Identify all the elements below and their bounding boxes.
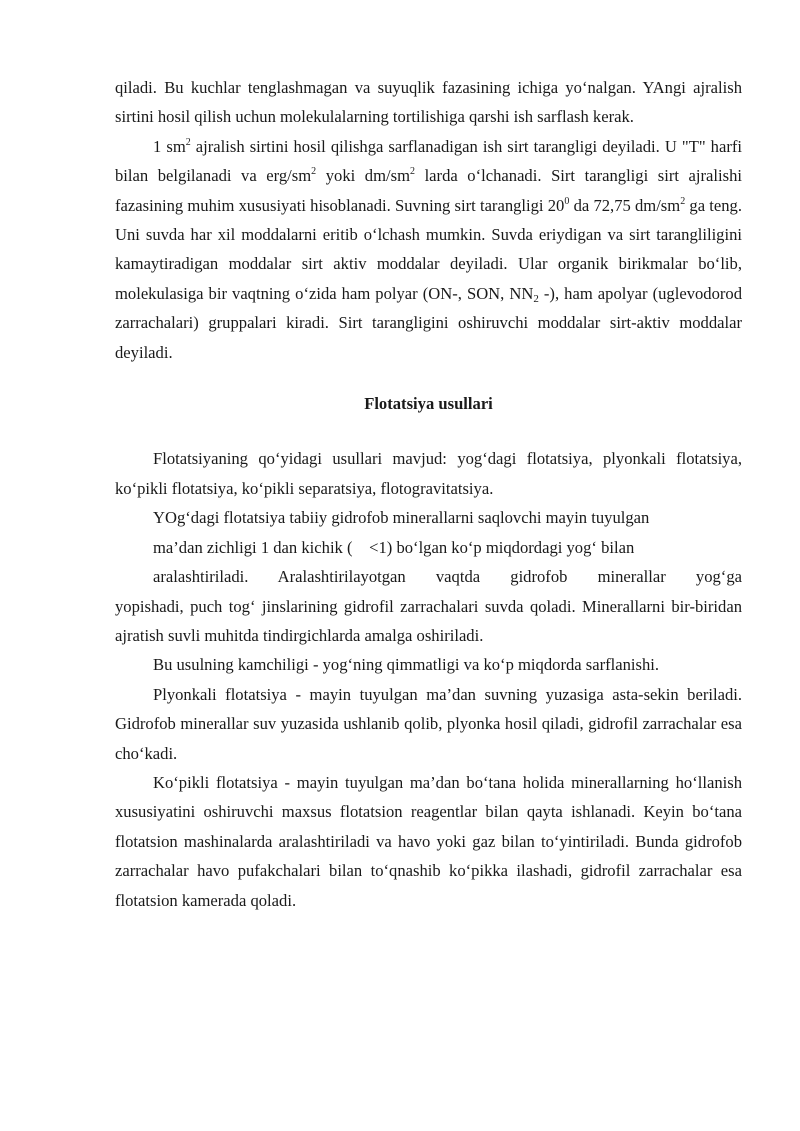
superscript: 2 bbox=[410, 166, 415, 178]
superscript: 2 bbox=[185, 136, 191, 148]
text-run: -), ham apolyar (uglevodorod zarrachalari) gruppalari kiradi. Sirt tarangligini oshiruvchi moddalar sirt-aktiv moddalar deyiladi. bbox=[115, 283, 742, 362]
paragraph-surface-tension bbox=[115, 132, 742, 367]
paragraph-froth-flotation: Ko‘pikli flotatsiya - mayin tuyulgan ma’dan bo‘tana holida minerallarning ho‘llanish xususiyatini oshiruvchi maxsus flotatsion reagentlar bilan qayta ishlanadi. Keyin bo‘tana flotatsion mashinalarda aralashtiriladi va havo yoki gaz bilan to‘yintiriladi. Bunda gidrofob zarrachalar havo pufakchalari bilan to‘qnashib ko‘pikka ilashadi, gidrofil zarrachalar esa flotatsion kamerada qoladi. bbox=[115, 772, 742, 910]
document-page bbox=[115, 73, 742, 915]
text-run: larda o‘lchanadi. Sirt tarangligi sirt ajralishi fazasining muhim xususiyati hisoblanadi. Suvning sirt tarangligi 20 bbox=[115, 166, 743, 215]
paragraph-methods: Flotatsiyaning qo‘yidagi usullari mavjud: yog‘dagi flotatsiya, plyonkali flotatsiya, ko‘pikli flotatsiya, ko‘pikli separatsiya, flotogravitatsiya. bbox=[115, 449, 742, 498]
paragraph-oil-flotation-line1: YOg‘dagi flotatsiya tabiiy gidrofob minerallarni saqlovchi mayin tuyulgan bbox=[153, 508, 650, 528]
superscript: 2 bbox=[311, 166, 317, 178]
text-run: ajralish sirtini hosil qilishga sarflanadigan ish sirt tarangligi deyiladi. U "T" harfi bilan belgilanadi va erg/sm bbox=[115, 136, 742, 186]
text-run: ga teng. Uni suvda har xil moddalarni eritib o‘lchash mumkin. Suvda eriydigan va sirt tarangliligini kamaytiradigan moddalar sirt aktiv moddalar deyiladi. Ular organik birikmalar bo‘lib, molekulasiga bir vaqtning o‘zida ham polyar (ON-, SON, NN bbox=[115, 195, 742, 303]
superscript: 2 bbox=[680, 195, 686, 207]
paragraph-film-flotation: Plyonkali flotatsiya - mayin tuyulgan ma’dan suvning yuzasiga asta-sekin beriladi. Gidrofob minerallar suv yuzasida ushlanib qolib, plyonka hosil qiladi, gidrofil zarrachalar esa cho‘kadi. bbox=[115, 684, 742, 763]
paragraph-intro: qiladi. Bu kuchlar tenglashmagan va suyuqlik fazasining ichiga yo‘nalgan. YAngi ajralish sirtini hosil qilish uchun molekulalarning tortilishiga qarshi ish sarflash kerak. bbox=[115, 78, 742, 127]
subscript: 2 bbox=[533, 292, 539, 305]
section-heading: Flotatsiya usullari bbox=[364, 394, 493, 414]
text-run: 1 sm bbox=[153, 136, 186, 156]
paragraph-oil-flotation-line2: ma’dan zichligi 1 dan kichik ( <1) bo‘lgan ko‘p miqdordagi yog‘ bilan bbox=[153, 537, 635, 557]
paragraph-oil-flotation-line3: aralashtiriladi. Aralashtirilayotgan vaqtda gidrofob minerallar yog‘ga bbox=[153, 567, 742, 587]
text-run: da 72,75 dm/sm bbox=[569, 195, 681, 215]
text-run: yoki dm/sm bbox=[316, 166, 410, 186]
paragraph-oil-flotation-rest: yopishadi, puch tog‘ jinslarining gidrofil zarrachalari suvda qoladi. Minerallarni bir-biridan ajratish suvli muhitda tindirgichlarda amalga oshiriladi. bbox=[115, 596, 742, 645]
paragraph-drawback: Bu usulning kamchiligi - yog‘ning qimmatligi va ko‘p miqdorda sarflanishi. bbox=[153, 655, 660, 675]
superscript: 0 bbox=[564, 195, 570, 207]
